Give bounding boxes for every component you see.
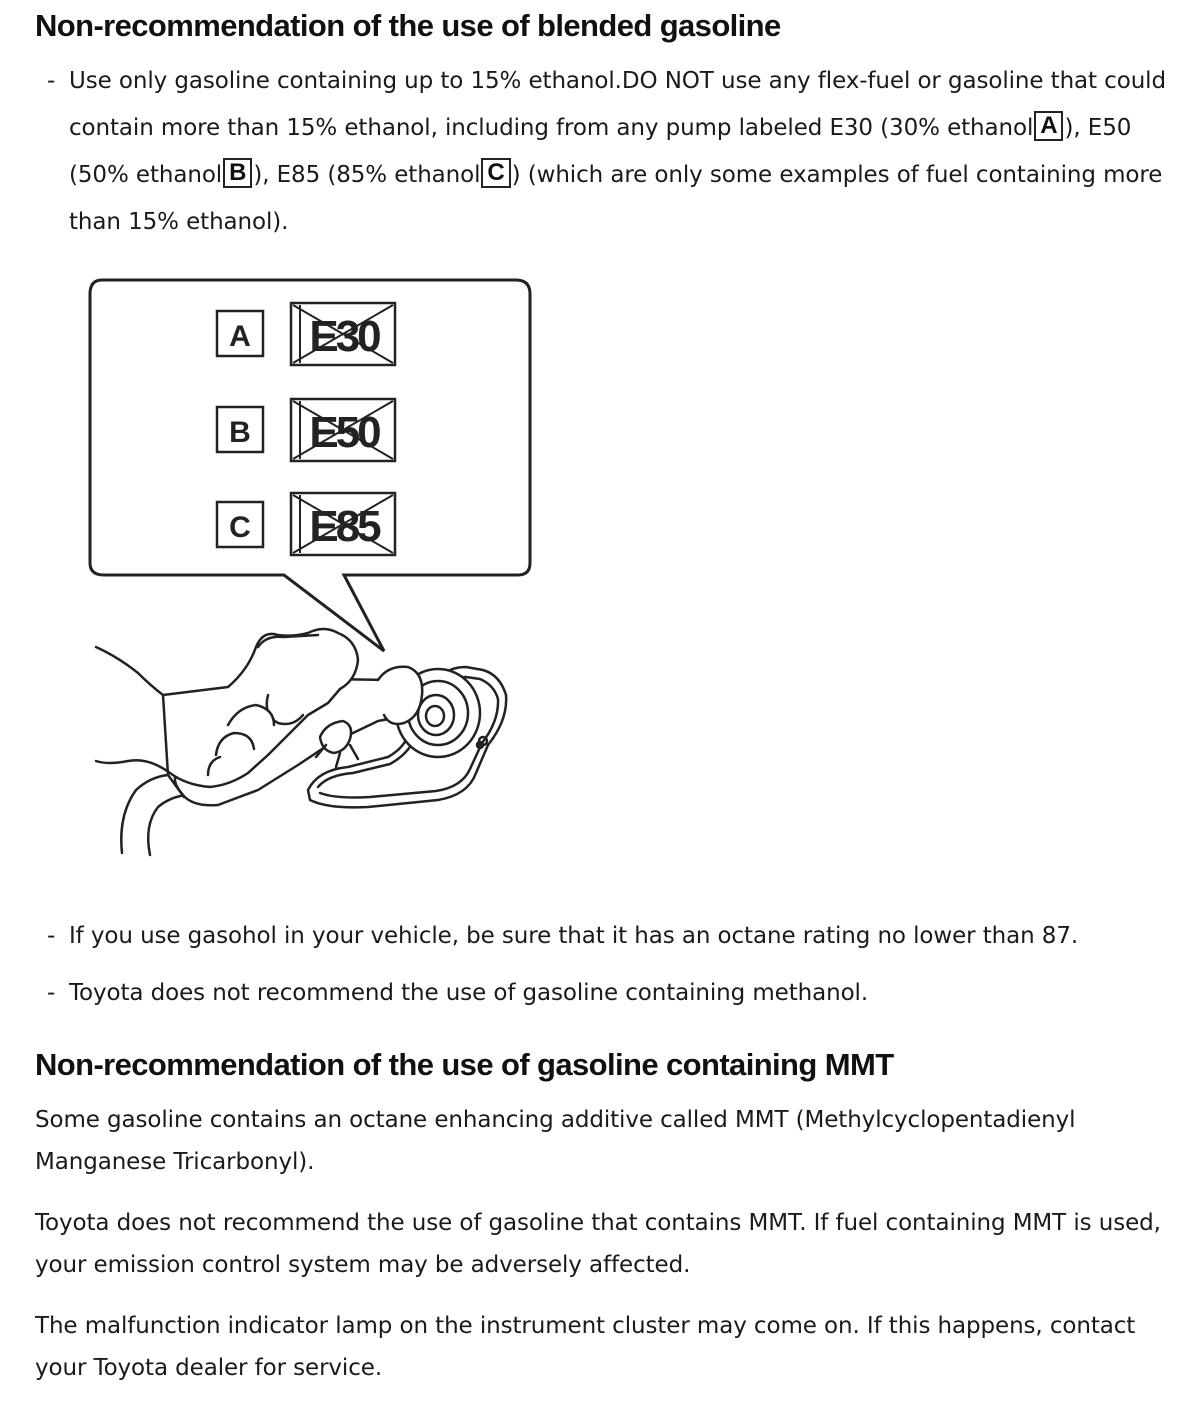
bullet-ethanol-limit <box>35 58 1175 246</box>
bullet-dash: - <box>47 923 56 949</box>
label-box-a: A <box>1034 111 1063 141</box>
bullet-text-part: ), E85 (85% ethanol <box>253 162 481 188</box>
bullet-text: Toyota does not recommend the use of gasoline containing methanol. <box>69 980 869 1006</box>
row-a <box>217 303 395 365</box>
bullet-dash: - <box>47 980 56 1006</box>
letter-a: A <box>229 320 251 353</box>
label-box-c: C <box>481 158 510 188</box>
bullet-text-part: ) (which are only some examples of fuel containing more than 15% ethanol). <box>69 162 1163 235</box>
paragraph-malfunction-lamp: The malfunction indicator lamp on the instrument cluster may come on. If this happens, contact your Toyota dealer for service. <box>35 1313 1136 1381</box>
fuel-label-e85: E85 <box>309 502 379 551</box>
bullet-methanol <box>35 970 1175 1017</box>
bullet-text: If you use gasohol in your vehicle, be sure that it has an octane rating no lower than 87. <box>69 923 1079 949</box>
letter-c: C <box>229 511 251 544</box>
hand <box>96 629 358 787</box>
fuel-pump-illustration <box>88 275 538 860</box>
label-box-b: B <box>223 158 252 188</box>
fuel-label-e50: E50 <box>309 408 379 457</box>
fuel-label-e30: E30 <box>309 312 379 361</box>
bullet-text-part: ), E50 (50% ethanol <box>69 115 1132 188</box>
row-c <box>217 493 395 555</box>
paragraph-mmt-definition: Some gasoline contains an octane enhancing additive called MMT (Methylcyclopentadienyl Manganese Tricarbonyl). <box>35 1107 1076 1175</box>
bullet-octane-rating <box>35 913 1175 960</box>
section-heading-mmt: Non-recommendation of the use of gasoline containing MMT <box>35 1047 894 1082</box>
section-heading-blended-gasoline: Non-recommendation of the use of blended gasoline <box>35 8 781 43</box>
bullet-text-part: Use only gasoline containing up to 15% ethanol.DO NOT use any flex-fuel or gasoline that could contain more than 15% ethanol, including from any pump labeled E30 (30% ethanol <box>69 68 1166 141</box>
letter-b: B <box>229 416 251 449</box>
row-b <box>217 399 395 461</box>
paragraph-mmt-recommendation: Toyota does not recommend the use of gasoline that contains MMT. If fuel containing MMT is used, your emission control system may be adversely affected. <box>35 1210 1161 1278</box>
bullet-dash: - <box>47 68 56 94</box>
bullet-text <box>69 58 1175 246</box>
